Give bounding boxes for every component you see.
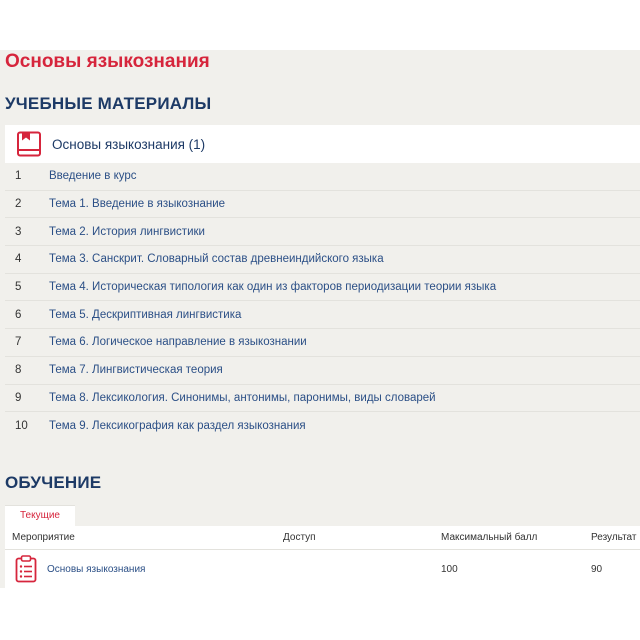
max-score-cell: 100 (441, 563, 458, 575)
lesson-list (5, 163, 640, 440)
lesson-link[interactable]: Тема 5. Дескриптивная лингвистика (49, 308, 242, 321)
column-header-max-score[interactable]: Максимальный балл (441, 532, 538, 543)
lesson-row (5, 218, 640, 246)
activity-cell (5, 555, 283, 583)
lesson-link[interactable]: Тема 4. Историческая типология как один из факторов периодизации теории языка (49, 281, 497, 294)
lesson-number: 8 (15, 364, 22, 377)
page-title: Основы языкознания (5, 51, 210, 72)
lesson-link[interactable]: Введение в курс (49, 170, 137, 183)
lesson-row (5, 191, 640, 219)
lesson-link[interactable]: Тема 6. Логическое направление в языкознании (49, 336, 307, 349)
lesson-number: 5 (15, 281, 22, 294)
activity-link[interactable]: Основы языкознания (47, 563, 146, 575)
lesson-link[interactable]: Тема 7. Лингвистическая теория (49, 364, 223, 377)
lesson-number: 10 (15, 420, 28, 433)
lesson-row (5, 163, 640, 191)
lesson-number: 6 (15, 308, 22, 321)
lesson-row (5, 385, 640, 413)
book-icon (15, 130, 43, 158)
result-cell: 90 (591, 563, 603, 575)
lesson-row (5, 301, 640, 329)
lesson-row (5, 329, 640, 357)
lesson-number: 9 (15, 391, 22, 404)
course-name: Основы языкознания (1) (52, 136, 206, 152)
lesson-number: 1 (15, 170, 22, 183)
lesson-number: 3 (15, 225, 22, 238)
column-header-access[interactable]: Доступ (283, 532, 316, 543)
lesson-link[interactable]: Тема 1. Введение в языкознание (49, 198, 226, 211)
lesson-link[interactable]: Тема 3. Санскрит. Словарный состав древнеиндийского языка (49, 253, 384, 266)
lesson-row (5, 357, 640, 385)
lesson-row (5, 412, 640, 440)
materials-heading: УЧЕБНЫЕ МАТЕРИАЛЫ (5, 94, 212, 113)
tab-current[interactable]: Текущие (5, 505, 75, 526)
lesson-number: 7 (15, 336, 22, 349)
lesson-link[interactable]: Тема 8. Лексикология. Синонимы, антонимы, паронимы, виды словарей (49, 391, 436, 404)
training-heading: ОБУЧЕНИЕ (5, 473, 102, 492)
column-header-activity[interactable]: Мероприятие (12, 532, 75, 543)
lesson-row (5, 274, 640, 302)
lesson-row (5, 246, 640, 274)
lesson-number: 4 (15, 253, 22, 266)
training-table (5, 526, 640, 588)
lesson-link[interactable]: Тема 2. История лингвистики (49, 225, 205, 238)
clipboard-list-icon (14, 555, 38, 583)
lesson-link[interactable]: Тема 9. Лексикография как раздел языкознания (49, 420, 306, 433)
table-row (5, 550, 640, 588)
lesson-number: 2 (15, 198, 22, 211)
column-header-result[interactable]: Результат (591, 532, 637, 543)
table-header (5, 526, 640, 550)
page-content (0, 50, 640, 588)
course-header[interactable] (5, 125, 640, 163)
